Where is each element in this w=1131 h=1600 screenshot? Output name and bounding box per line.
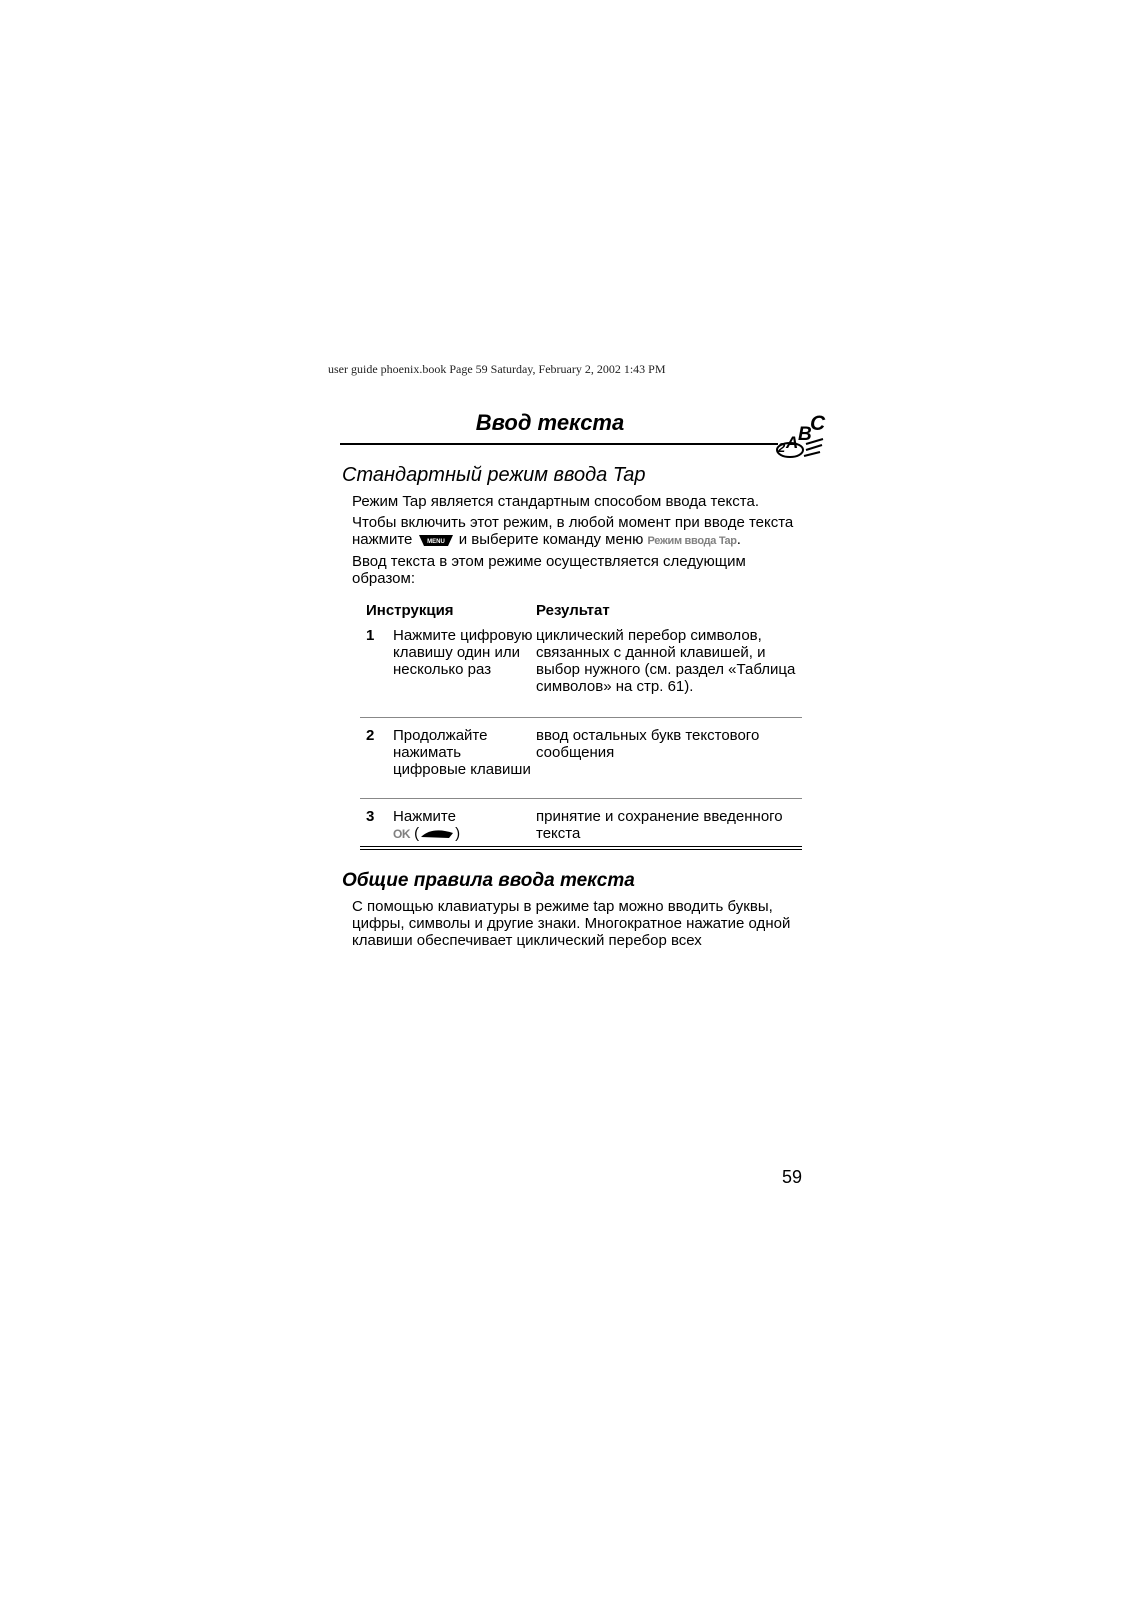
row-result: циклический перебор символов, связанных с данной клавишей, и выбор нужного (см. раздел «Таблица символов» на стр. 61).: [536, 627, 796, 695]
general-rules-paragraph: С помощью клавиатуры в режиме tap можно вводить буквы, цифры, символы и другие знаки. Многократное нажатие одной клавиши обеспечивает циклический перебор всех: [352, 898, 791, 949]
row-instruction: Продолжайте нажимать цифровые клавиши: [393, 727, 531, 778]
title-rule: [340, 443, 778, 445]
page-number: 59: [782, 1167, 803, 1187]
book-meta-header: user guide phoenix.book Page 59 Saturday, February 2, 2002 1:43 PM: [328, 362, 666, 376]
right-soft-key-icon: [419, 829, 455, 839]
svg-text:C: C: [810, 412, 826, 435]
enable-mode-text-b: и выберите команду меню: [458, 531, 644, 548]
row-instruction: [393, 808, 533, 843]
row-result: ввод остальных букв текстового сообщения: [536, 727, 760, 761]
row-number: 2: [366, 727, 375, 744]
svg-text:A: A: [786, 433, 799, 452]
enable-mode-text-end: .: [736, 531, 741, 548]
enable-mode-text-a: Чтобы включить этот режим, в любой момент при вводе текста нажмите: [352, 514, 794, 548]
row-instruction: Нажмите цифровую клавишу один или несколько раз: [393, 627, 533, 678]
paren-close: ): [455, 825, 461, 842]
svg-text:MENU: MENU: [426, 538, 445, 545]
method-paragraph: Ввод текста в этом режиме осуществляется следующим образом:: [352, 553, 746, 587]
row-divider: [360, 717, 802, 718]
row-number: 3: [366, 808, 375, 825]
table-header-result: Результат: [536, 602, 610, 619]
menu-key-icon: [419, 535, 453, 546]
row-result: принятие и сохранение введенного текста: [536, 808, 783, 842]
svg-text:B: B: [798, 424, 812, 445]
row-instruction-text: Нажмите: [393, 808, 456, 825]
enable-mode-paragraph: [352, 514, 812, 550]
chapter-title: Ввод текста: [475, 410, 625, 435]
menu-command-tap-mode: Режим ввода Tap: [647, 535, 737, 547]
abc-text-entry-icon: [776, 412, 834, 462]
paren-open: (: [414, 825, 420, 842]
svg-text:2: 2: [778, 440, 786, 455]
table-bottom-rule: [360, 846, 802, 850]
ok-softkey-label: OK: [393, 827, 410, 841]
row-divider: [360, 798, 802, 799]
table-header-instruction: Инструкция: [366, 602, 454, 619]
section-title: Стандартный режим ввода Tap: [342, 464, 646, 486]
row-number: 1: [366, 627, 375, 644]
intro-paragraph: Режим Tap является стандартным способом ввода текста.: [352, 493, 759, 510]
subsection-title: Общие правила ввода текста: [342, 870, 635, 891]
